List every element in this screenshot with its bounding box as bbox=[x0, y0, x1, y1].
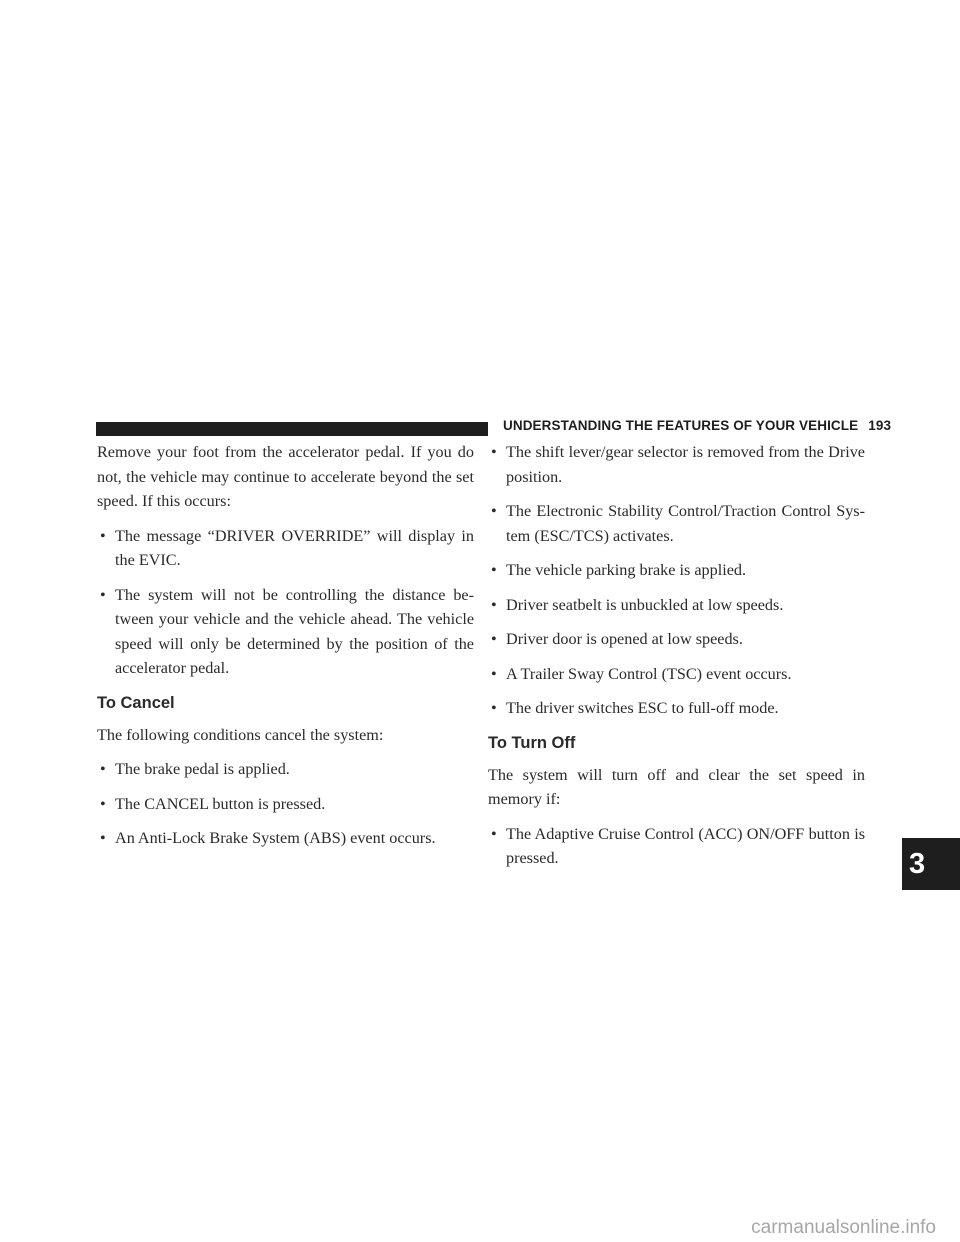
list-item: • The CANCEL button is pressed. bbox=[97, 792, 474, 817]
turn-off-heading: To Turn Off bbox=[488, 733, 576, 752]
turn-off-bullet-list bbox=[488, 822, 865, 871]
list-item: • The system will not be controlling the distance be-tween your vehicle and the vehicle ahead. The vehicle speed will only be determined by the position of the accelerator pedal. bbox=[97, 583, 474, 681]
watermark: carmanualsonline.info bbox=[751, 1217, 936, 1238]
list-item: • The message “DRIVER OVERRIDE” will display in the EVIC. bbox=[97, 524, 474, 573]
bullet-icon: • bbox=[491, 630, 497, 648]
list-item: • A Trailer Sway Control (TSC) event occurs. bbox=[488, 662, 865, 687]
list-item: • An Anti-Lock Brake System (ABS) event occurs. bbox=[97, 826, 474, 851]
list-item: • The brake pedal is applied. bbox=[97, 757, 474, 782]
turn-off-intro: The system will turn off and clear the set speed in memory if: bbox=[488, 765, 865, 808]
bullet-icon: • bbox=[100, 760, 106, 778]
bullet-icon: • bbox=[491, 561, 497, 579]
bullet-icon: • bbox=[100, 526, 106, 545]
bullet-icon: • bbox=[100, 585, 106, 604]
chapter-tab: 3 bbox=[902, 838, 960, 890]
cancel-intro: The following conditions cancel the system: bbox=[97, 725, 384, 744]
header-rule bbox=[96, 422, 488, 436]
list-item: • Driver door is opened at low speeds. bbox=[488, 627, 865, 652]
right-column bbox=[488, 440, 865, 881]
bullet-icon: • bbox=[491, 595, 497, 614]
list-item: • The vehicle parking brake is applied. bbox=[488, 558, 865, 583]
list-item: • The Adaptive Cruise Control (ACC) ON/OFF button is pressed. bbox=[488, 822, 865, 871]
override-bullet-list bbox=[97, 524, 474, 681]
bullet-icon: • bbox=[100, 794, 106, 813]
list-item: • Driver seatbelt is unbuckled at low speeds. bbox=[488, 593, 865, 618]
list-item: • The Electronic Stability Control/Traction Control Sys-tem (ESC/TCS) activates. bbox=[488, 499, 865, 548]
list-item: • The shift lever/gear selector is removed from the Drive position. bbox=[488, 440, 865, 489]
bullet-icon: • bbox=[491, 699, 497, 717]
bullet-icon: • bbox=[491, 824, 497, 843]
page-number: 193 bbox=[868, 418, 892, 433]
list-item: • The driver switches ESC to full-off mode. bbox=[488, 696, 865, 721]
cancel-bullet-list bbox=[97, 757, 474, 851]
section-title: UNDERSTANDING THE FEATURES OF YOUR VEHICLE bbox=[503, 418, 859, 433]
bullet-icon: • bbox=[491, 502, 497, 520]
bullet-icon: • bbox=[491, 443, 497, 461]
intro-paragraph: Remove your foot from the accelerator pedal. If you do not, the vehicle may continue to accelerate beyond the set speed. If this occurs: bbox=[97, 443, 474, 510]
running-header bbox=[503, 418, 891, 433]
cancel-heading: To Cancel bbox=[97, 693, 175, 712]
left-column bbox=[97, 440, 474, 861]
cancel-bullet-list-continued bbox=[488, 440, 865, 721]
bullet-icon: • bbox=[491, 664, 497, 683]
bullet-icon: • bbox=[100, 829, 106, 847]
